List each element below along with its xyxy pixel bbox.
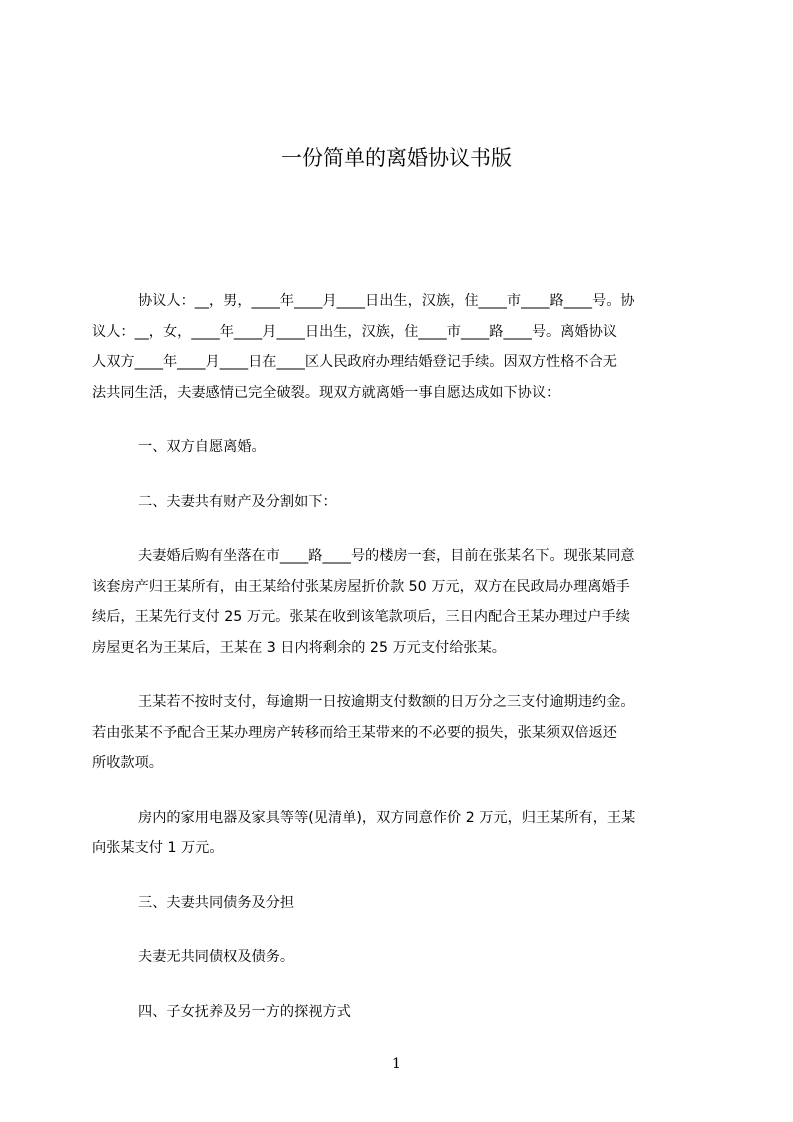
penalty-line-2: 若由张某不予配合王某办理房产转移而给王某带来的不必要的损失，张某须双倍返还 xyxy=(92,724,617,741)
property-paragraph xyxy=(92,541,698,663)
furniture-paragraph xyxy=(92,803,698,864)
furniture-line-2: 向张某支付 1 万元。 xyxy=(92,840,224,856)
property-line-4: 房屋更名为王某后，王某在 3 日内将剩余的 25 万元支付给张某。 xyxy=(92,639,506,656)
document-body xyxy=(92,286,698,1027)
intro-line-3: 人双方____年____月____日在____区人民政府办理结婚登记手续。因双方性格不合无 xyxy=(92,354,617,370)
section-3-body: 夫妻无共同债权及债务。 xyxy=(138,949,295,965)
section-3-heading: 三、夫妻共同债务及分担 xyxy=(138,894,295,911)
penalty-line-1: 王某若不按时支付，每逾期一日按逾期支付数额的日万分之三支付逾期违约金。 xyxy=(138,694,635,710)
section-1-heading: 一、双方自愿离婚。 xyxy=(138,439,266,455)
document-title: 一份简单的离婚协议书版 xyxy=(281,146,512,170)
property-line-2: 该套房产归王某所有，由王某给付张某房屋折价款 50 万元，双方在民政局办理离婚手 xyxy=(92,578,630,595)
property-line-1: 夫妻婚后购有坐落在市____路____号的楼房一套，目前在张某名下。现张某同意 xyxy=(138,548,635,564)
penalty-line-3: 所收款项。 xyxy=(92,755,163,771)
property-line-3: 续后，王某先行支付 25 万元。张某在收到该笔款项后，三日内配合王某办理过户手续 xyxy=(92,609,630,625)
page-number: 1 xyxy=(392,1056,401,1072)
intro-paragraph xyxy=(92,286,698,408)
section-2-heading: 二、夫妻共有财产及分割如下： xyxy=(138,493,337,510)
intro-line-1: 协议人：__，男，____年____月____日出生，汉族，住____市____路____号。协 xyxy=(138,293,635,309)
section-4-heading: 四、子女抚养及另一方的探视方式 xyxy=(138,1003,351,1020)
furniture-line-1: 房内的家用电器及家具等等(见清单)，双方同意作价 2 万元，归王某所有，王某 xyxy=(138,809,636,826)
penalty-paragraph xyxy=(92,687,698,779)
intro-line-2: 议人：__，女，____年____月____日出生，汉族，住____市____路____号。离婚协议 xyxy=(92,323,617,340)
intro-line-4: 法共同生活，夫妻感情已完全破裂。现双方就离婚一事自愿达成如下协议： xyxy=(92,384,561,401)
